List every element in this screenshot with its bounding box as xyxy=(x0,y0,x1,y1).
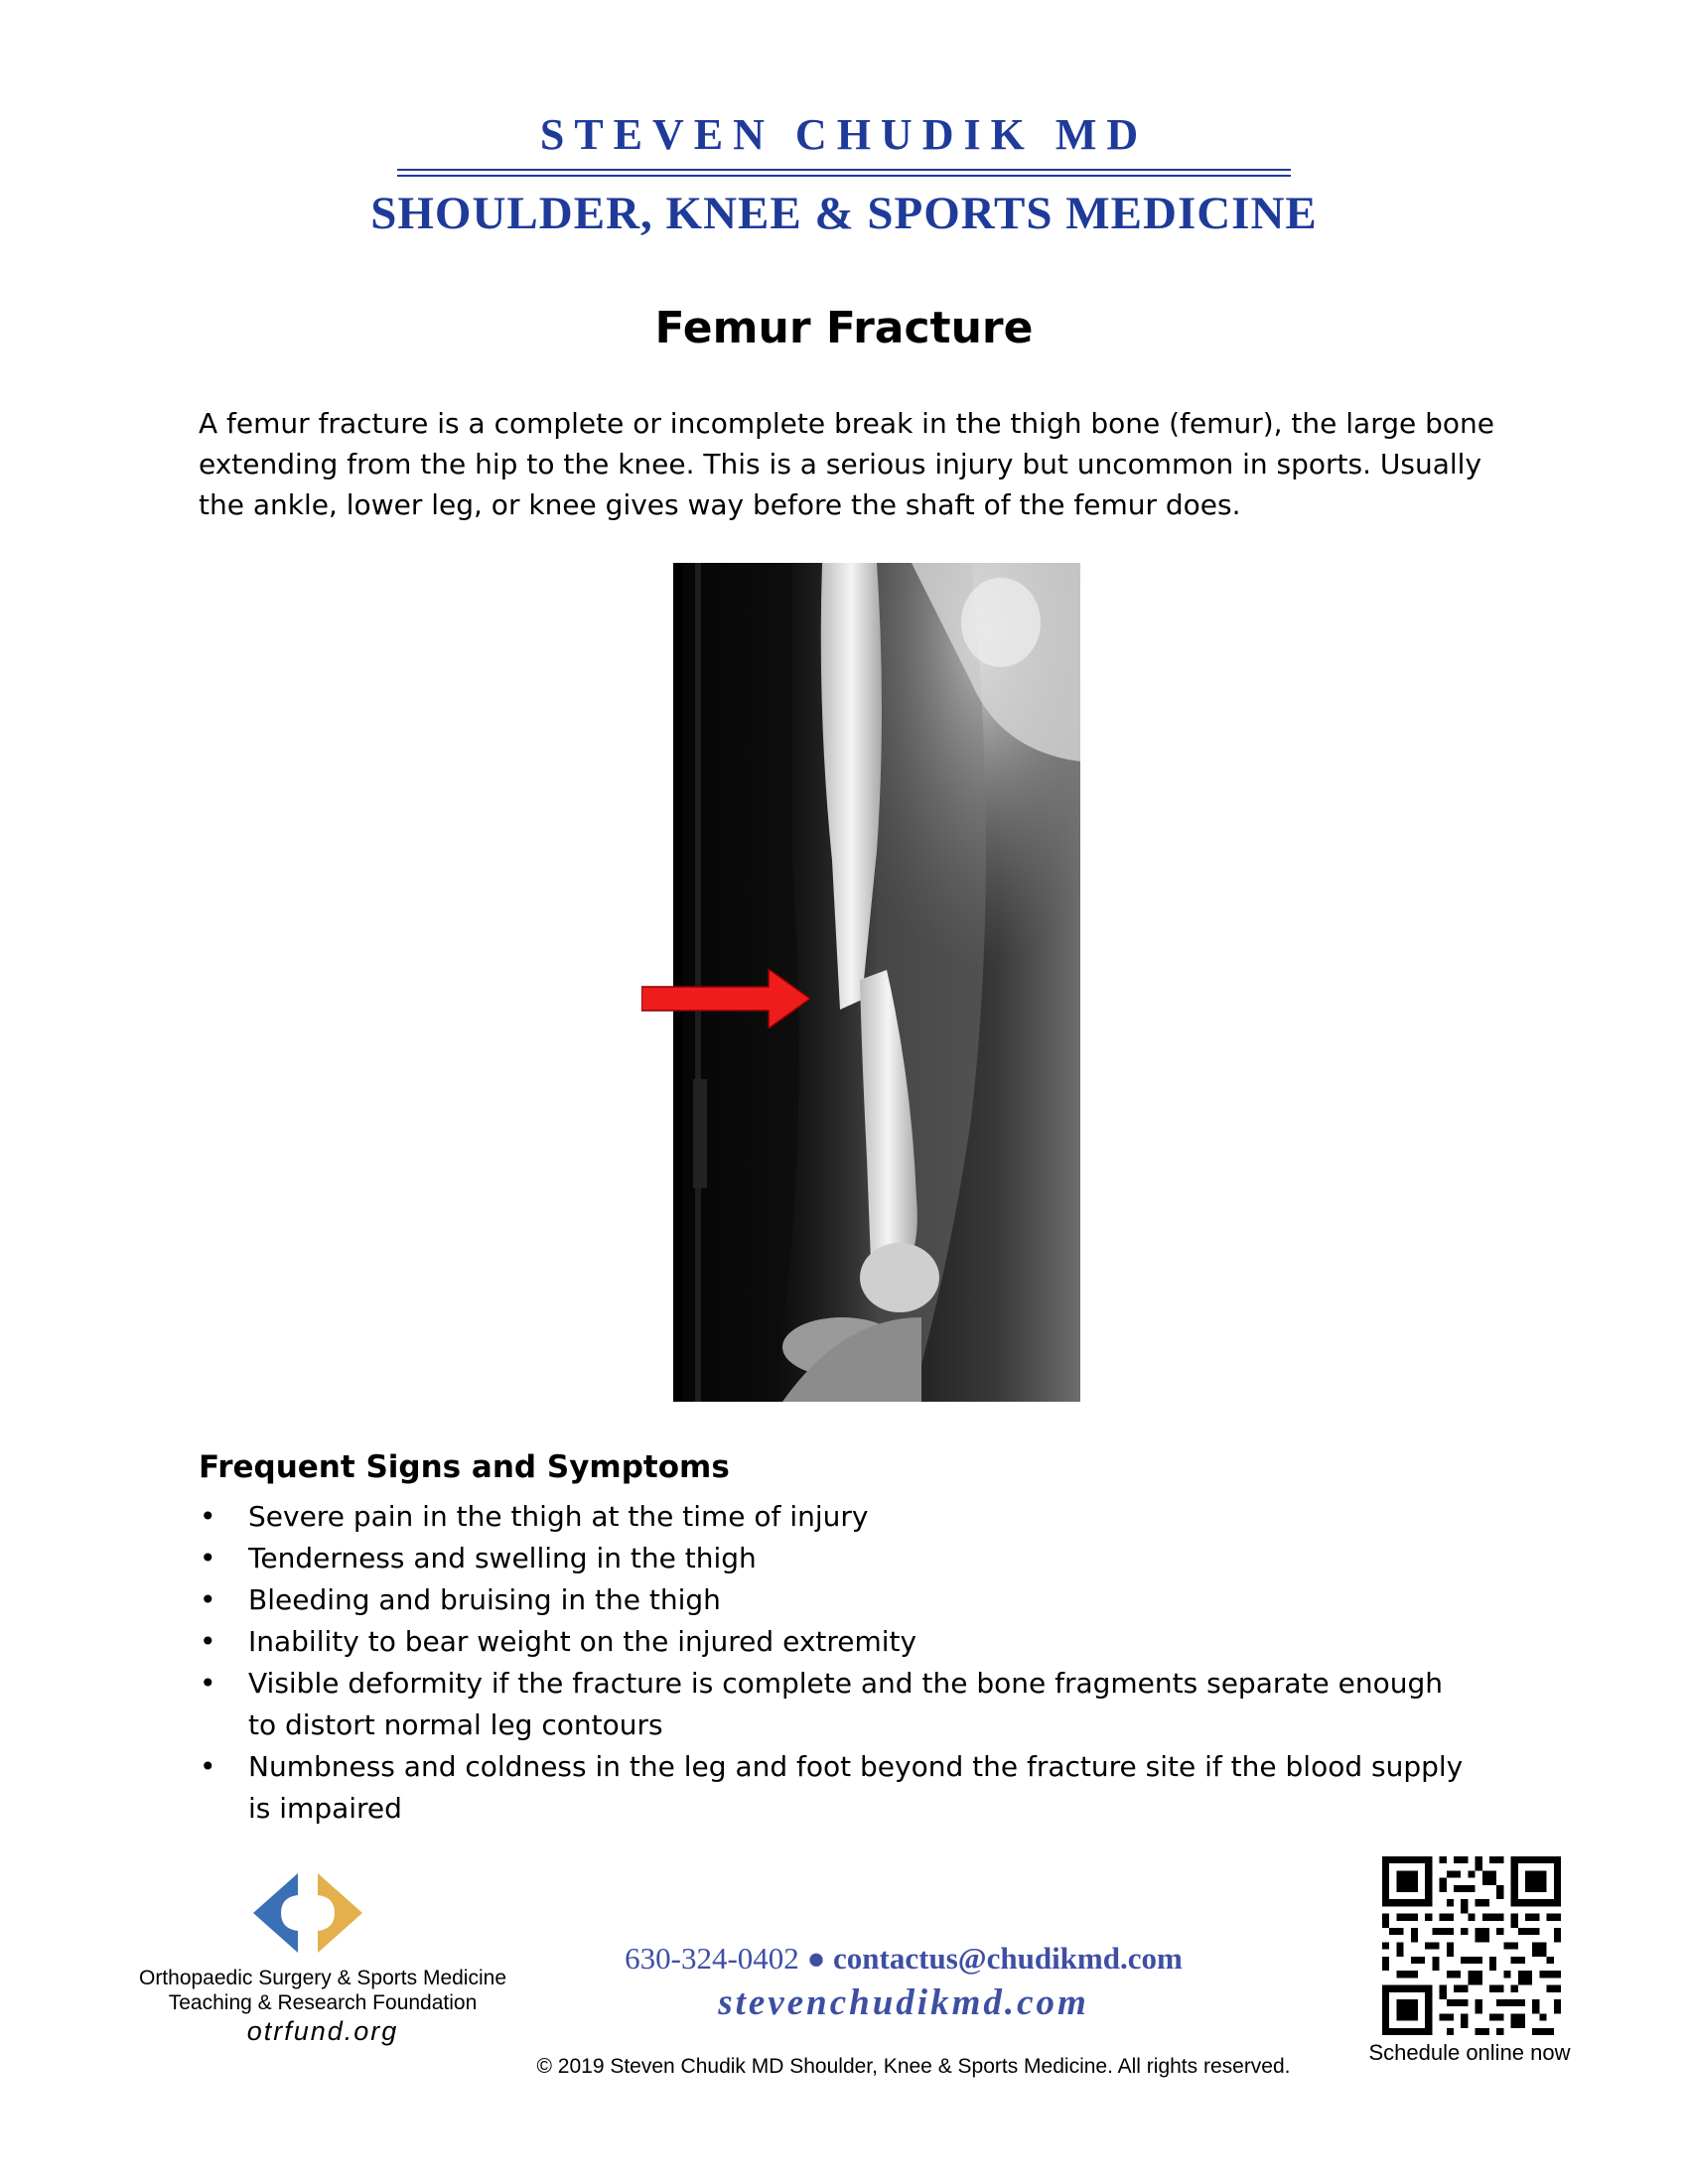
header-divider-top xyxy=(397,169,1291,171)
otrf-logo xyxy=(253,1873,362,1953)
foundation-url[interactable]: otrfund.org xyxy=(246,2016,399,2046)
foundation-name: Orthopaedic Surgery & Sports Medicine Teaching & Research Foundation xyxy=(138,1967,506,2014)
list-item: • Tenderness and swelling in the thigh xyxy=(199,1538,1470,1579)
separator-dot-icon: ● xyxy=(806,1941,826,1976)
list-item: • Inability to bear weight on the injured extremity xyxy=(199,1621,1470,1663)
list-item: • Numbness and coldness in the leg and foot beyond the fracture site if the blood supply is impaired xyxy=(199,1746,1470,1830)
symptoms-heading: Frequent Signs and Symptoms xyxy=(199,1449,730,1485)
bullet-icon: • xyxy=(200,1750,216,1783)
phone-number[interactable]: 630-324-0402 xyxy=(625,1941,799,1976)
bullet-icon: • xyxy=(200,1542,216,1574)
bullet-icon: • xyxy=(200,1625,216,1658)
brand-name: STEVEN CHUDIK MD xyxy=(539,110,1149,159)
symptoms-list xyxy=(199,1496,1470,1830)
bullet-icon: • xyxy=(200,1667,216,1700)
intro-paragraph: A femur fracture is a complete or incomplete break in the thigh bone (femur), the large bone extending from the hip to the knee. This is a serious injury but uncommon in sports. Usually the ankle, lower leg, or knee gives way before the shaft of the femur does. xyxy=(199,407,1495,521)
qr-caption: Schedule online now xyxy=(1368,2040,1571,2065)
bullet-icon: • xyxy=(200,1500,216,1533)
qr-code-icon[interactable] xyxy=(1382,1856,1561,2035)
list-item: • Severe pain in the thigh at the time of injury xyxy=(199,1496,1470,1538)
list-item: • Visible deformity if the fracture is complete and the bone fragments separate enough to distort normal leg contours xyxy=(199,1663,1470,1746)
page-title: Femur Fracture xyxy=(654,303,1034,353)
brand-tagline: SHOULDER, KNEE & SPORTS MEDICINE xyxy=(370,188,1318,239)
email-link[interactable]: contactus@chudikmd.com xyxy=(833,1941,1183,1976)
contact-line xyxy=(556,1941,1251,1977)
copyright-text: © 2019 Steven Chudik MD Shoulder, Knee & Sports Medicine. All rights reserved. xyxy=(536,2055,1291,2078)
list-item: • Bleeding and bruising in the thigh xyxy=(199,1579,1470,1621)
bullet-icon: • xyxy=(200,1583,216,1616)
header-divider-bottom xyxy=(397,175,1291,177)
red-arrow-right-icon xyxy=(641,969,810,1028)
website-link[interactable]: stevenchudikmd.com xyxy=(718,1982,1089,2023)
